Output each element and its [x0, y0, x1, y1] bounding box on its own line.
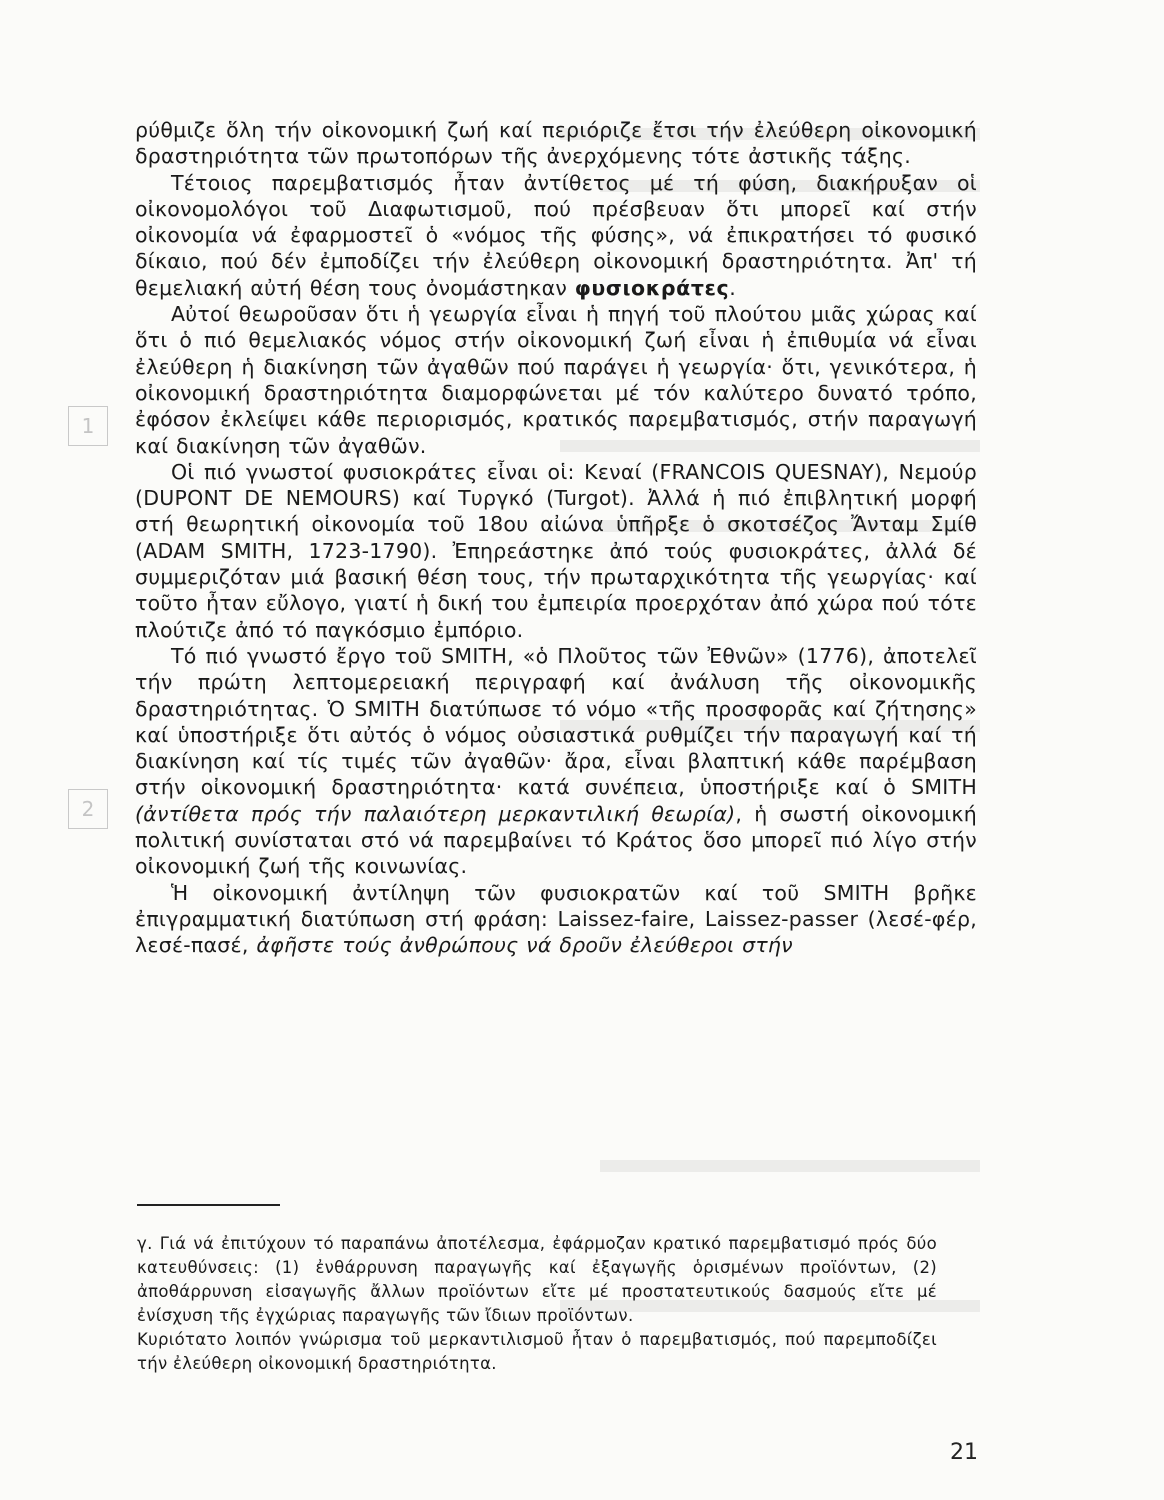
italic-text: (ἀντίθετα πρός τήν παλαιότερη μερκαντιλική θεωρία)	[135, 801, 736, 826]
body-paragraph	[135, 643, 977, 880]
body-paragraph	[135, 880, 977, 959]
page-number: 21	[950, 1440, 978, 1465]
body-paragraph	[135, 170, 977, 301]
paragraph-text: Αὐτοί θεωροῦσαν ὅτι ἡ γεωργία εἶναι ἡ πηγή τοῦ πλούτου μιᾶς χώρας καί ὅτι ὁ πιό θεμελιακός νόμος στήν οἰκονομική ζωή εἶναι ἡ ἐπιθυμία νά εἶναι ἐλεύθερη ἡ διακίνηση τῶν ἀγαθῶν πού παράγει ἡ γεωργία· ὅτι, γενικότερα, ἡ οἰκονομική δραστηριότητα διαμορφώνεται μέ τόν καλύτερο δυνατό τρόπο, ἐφόσον ἐκλείψει κάθε περιορισμός, κρατικός παρεμβατισμός, στήν παραγωγή καί διακίνηση τῶν ἀγαθῶν.	[135, 302, 977, 458]
paragraph-text: Τέτοιος παρεμβατισμός ἦταν ἀντίθετος μέ τή φύση, διακήρυξαν οἱ οἰκονομολόγοι τοῦ Διαφωτισμοῦ, πού πρέσβευαν ὅτι μπορεῖ καί στήν οἰκονομία νά ἐφαρμοστεῖ ὁ «νόμος τῆς φύσης», νά ἐπικρατήσει τό φυσικό δίκαιο, πού δέν ἐμποδίζει τήν ἐλεύθερη οἰκονομική δραστηριότητα. Ἀπ' τή θεμελιακή αὐτή θέση τους ὀνομάστηκαν	[135, 170, 977, 300]
body-paragraph	[135, 459, 977, 643]
paragraph-text: , ἡ σωστή οἰκονομική πολιτική συνίσταται στό νά παρεμβαίνει τό Κράτος ὅσο μπορεῖ πιό λίγο στήν οἰκονομική ζωή τῆς κοινωνίας.	[135, 801, 977, 879]
main-body-text	[135, 117, 977, 959]
footnote-separator	[137, 1204, 280, 1206]
footnote-paragraph: Κυριότατο λοιπόν γνώρισμα τοῦ μερκαντιλισμοῦ ἦταν ὁ παρεμβατισμός, πού παρεμποδίζει τήν ἐλεύθερη οἰκονομική δραστηριότητα.	[137, 1330, 937, 1373]
margin-marker-2: 2	[68, 789, 108, 829]
paragraph-text: Τό πιό γνωστό ἔργο τοῦ SMITH, «ὁ Πλοῦτος τῶν Ἐθνῶν» (1776), ἀποτελεῖ τήν πρώτη λεπτομερειακή περιγραφή καί ἀνάλυση τῆς οἰκονομικῆς δραστηριότητας. Ὁ SMITH διατύπωσε τό νόμο «τῆς προσφορᾶς καί ζήτησης» καί ὑποστήριξε ὅτι αὐτός ὁ νόμος οὐσιαστικά ρυθμίζει τήν παραγωγή καί τή διακίνηση καί τίς τιμές τῶν ἀγαθῶν· ἄρα, εἶναι βλαπτική κάθε παρέμβαση στήν οἰκονομική δραστηριότητα· κατά συνέπεια, ὑποστήριξε καί ὁ SMITH	[135, 643, 977, 800]
footnote-paragraph: γ. Γιά νά ἐπιτύχουν τό παραπάνω ἀποτέλεσμα, ἐφάρμοζαν κρατικό παρεμβατισμό πρός δύο κατευθύνσεις: (1) ἐνθάρρυνση παραγωγῆς καί ἐξαγωγῆς ὁρισμένων προϊόντων, (2) ἀποθάρρυνση εἰσαγωγῆς ἄλλων προϊόντων εἴτε μέ προστατευτικούς δασμούς εἴτε μέ ἐνίσχυση τῆς ἐγχώριας παραγωγῆς τῶν ἴδιων προϊόντων.	[137, 1234, 937, 1325]
italic-text: ἀφῆστε τούς ἀνθρώπους νά δροῦν ἐλεύθεροι στήν	[256, 933, 793, 958]
margin-marker-1: 1	[68, 406, 108, 446]
paragraph-text: Οἱ πιό γνωστοί φυσιοκράτες εἶναι οἱ: Κεναί (FRANCOIS QUESNAY), Νεμούρ (DUPONT DE NEMOURS) καί Τυργκό (Turgot). Ἀλλά ἡ πιό ἐπιβλητική μορφή στή θεωρητική οἰκονομία τοῦ 18ου αἰώνα ὑπῆρξε ὁ σκοτσέζος Ἄνταμ Σμίθ (ADAM SMITH, 1723-1790). Ἐπηρεάστηκε ἀπό τούς φυσιοκράτες, ἀλλά δέ συμμεριζόταν μιά βασική θέση τους, τήν πρωταρχικότητα τῆς γεωργίας· καί τοῦτο ἦταν εὔλογο, γιατί ἡ δική του ἐμπειρία προερχόταν ἀπό χώρα πού τότε πλούτιζε ἀπό τό παγκόσμιο ἐμπόριο.	[135, 459, 977, 642]
paragraph-text: .	[729, 275, 737, 300]
body-paragraph	[135, 117, 977, 170]
body-paragraph	[135, 301, 977, 459]
paragraph-text: Ἡ οἰκονομική ἀντίληψη τῶν φυσιοκρατῶν καί τοῦ SMITH βρῆκε ἐπιγραμματική διατύπωση στή φράση: Laissez-faire, Laissez-passer (λεσέ-φέρ, λεσέ-πασέ,	[135, 880, 977, 958]
paragraph-text: ρύθμιζε ὅλη τήν οἰκονομική ζωή καί περιόριζε ἔτσι τήν ἐλεύθερη οἰκονομική δραστηριότητα τῶν πρωτοπόρων τῆς ἀνερχόμενης τότε ἀστικῆς τάξης.	[135, 118, 977, 169]
bold-text: φυσιοκράτες	[574, 275, 730, 300]
footnote	[137, 1232, 937, 1376]
